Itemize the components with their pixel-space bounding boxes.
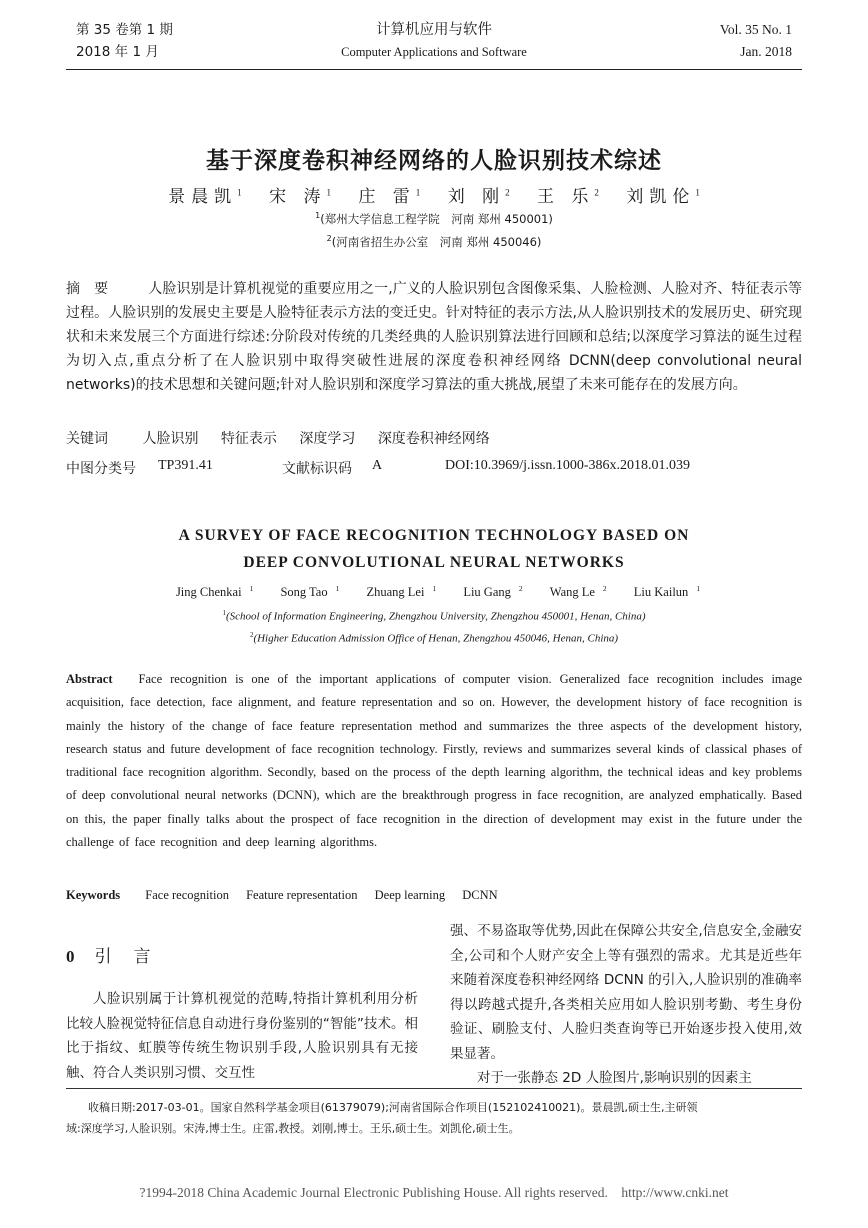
author-en: Jing Chenkai $^1$	[175, 584, 254, 600]
keywords-en-label: Keywords	[66, 888, 121, 902]
affiliation-en-1: $^1$(School of Information Engineering, Zhengzhou University, Zhengzhou 450001, Henan, China)	[222, 609, 646, 623]
author-list-en	[0, 584, 868, 600]
paper-title-en	[0, 522, 868, 576]
clc-value: TP391.41	[158, 458, 213, 473]
abstract-en	[66, 668, 802, 854]
abstract-cn-text: 人脸识别是计算机视觉的重要应用之一,广义的人脸识别包含图像采集、人脸检测、人脸对齐、特征表示等过程。人脸识别的发展史主要是人脸特征表示方法的变迁史。针对特征的表示方法,从人脸识别技术的发展历史、研究现状和未来发展三个方面进行综述:分阶段对传统的几类经典的人脸识别算法进行回顾和总结;以深度学习算法的诞生过程为切入点,重点分析了在人脸识别中取得突破性进展的深度卷积神经网络 DCNN(deep convolutional neural networks)的技术思想和关键问题;针对人脸识别和深度学习算法的重大挑战,展望了未来可能存在的发展方向。	[66, 281, 802, 393]
header-date: 2018 年 1 月	[76, 44, 159, 60]
section-number: 0	[66, 947, 75, 966]
keyword-en: Deep learning	[374, 888, 446, 902]
author-list	[0, 182, 868, 207]
keywords-cn-label: 关键词	[66, 431, 108, 447]
author-en: Liu Gang $^2$	[463, 584, 523, 600]
author-en: Liu Kailun $^1$	[633, 584, 701, 600]
author-en: Zhuang Lei $^1$	[366, 584, 437, 600]
keyword: 深度卷积神经网络	[377, 431, 490, 447]
author-en: Wang Le $^2$	[549, 584, 607, 600]
keyword-en: DCNN	[462, 888, 498, 902]
footnote	[66, 1097, 802, 1139]
author: 景晨凯$^1$	[168, 187, 242, 207]
section-title: 引言	[94, 947, 173, 967]
header-date-en: Jan. 2018	[740, 44, 792, 59]
paper-title: 基于深度卷积神经网络的人脸识别技术综述	[206, 148, 662, 174]
body-paragraph: 强、不易盗取等优势,因此在保障公共安全,信息安全,金融安全,公司和个人财产安全上等有强烈的需求。尤其是近些年来随着深度卷积神经网络 DCNN 的引入,人脸识别的准确率得以跨越式提升,各类相关应用如人脸识别考勤、考生身份验证、刷脸支付、人脸归类查询等已开始逐步投入使用,效果显著。	[450, 923, 802, 1062]
keywords-cn	[66, 428, 508, 448]
section-heading	[66, 942, 173, 967]
clc-label: 中图分类号	[66, 461, 136, 477]
author-en: Song Tao $^1$	[280, 584, 340, 600]
body-right-column	[450, 919, 802, 1091]
paper-title-en-line1: A SURVEY OF FACE RECOGNITION TECHNOLOGY BASED ON	[178, 527, 690, 544]
keyword: 人脸识别	[142, 431, 199, 447]
header-vol-en: Vol. 35 No. 1	[719, 22, 792, 37]
doc-code-value: A	[372, 458, 383, 473]
abstract-cn	[66, 277, 802, 397]
author: 刘凯伦$^1$	[626, 187, 700, 207]
header-volume: 第 35 卷第 1 期	[76, 22, 173, 38]
affiliation-en-2: $^2$(Higher Education Admission Office of Henan, Zhengzhou 450046, Henan, China)	[249, 631, 619, 645]
footnote-line-2: 域:深度学习,人脸识别。宋涛,博士生。庄雷,教授。刘刚,博士。王乐,硕士生。刘凯伦,硕士生。	[66, 1122, 520, 1135]
keyword-en: Face recognition	[145, 888, 229, 902]
body-paragraph: 对于一张静态 2D 人脸图片,影响识别的因素主	[477, 1070, 752, 1086]
paper-title-en-line2: DEEP CONVOLUTIONAL NEURAL NETWORKS	[243, 554, 625, 571]
header-rule	[66, 69, 802, 70]
keyword-en: Feature representation	[246, 888, 358, 902]
author: 刘 刚$^2$	[447, 187, 510, 207]
header-journal-cn: 计算机应用与软件	[376, 22, 492, 38]
affiliation-1: $^1$(郑州大学信息工程学院 河南 郑州 450001)	[315, 211, 553, 226]
copyright-notice: ?1994-2018 China Academic Journal Electronic Publishing House. All rights reserved. http://www.cnki.net	[139, 1185, 729, 1200]
abstract-en-text: Face recognition is one of the important applications of computer vision. Generalized face recognition includes image acquisition, face detection, face alignment, and feature representation and so on. However, the development history of face recognition is mainly the history of the change of face feature representation method and summarizes the three aspects of the development history, research status and future development of face recognition technology. Firstly, reviews and summarizes several kinds of classical phases of traditional face recognition algorithm. Secondly, based on the process of the depth learning algorithm, the technical ideas and key problems of deep convolutional neural networks (DCNN), which are the breakthrough progress in face recognition, are analyzed emphatically. Based on this, the paper finally talks about the prospect of face recognition in the direction of development may exist in the future under the challenge of face recognition and deep learning algorithms.	[66, 672, 802, 850]
author: 王 乐$^2$	[537, 187, 599, 207]
keyword: 特征表示	[220, 431, 277, 447]
body-left-column	[66, 987, 418, 1085]
footnote-rule	[66, 1088, 802, 1089]
author: 宋 涛$^1$	[269, 187, 331, 207]
abstract-cn-label: 摘要	[66, 281, 123, 297]
keyword: 深度学习	[299, 431, 356, 447]
keywords-en	[66, 888, 512, 903]
body-paragraph: 人脸识别属于计算机视觉的范畴,特指计算机利用分析比较人脸视觉特征信息自动进行身份鉴别的“智能”技术。相比于指纹、虹膜等传统生物识别手段,人脸识别具有无接触、符合人类识别习惯、交互性	[66, 991, 418, 1081]
affiliation-2: $^2$(河南省招生办公室 河南 郑州 450046)	[326, 234, 542, 249]
author: 庄 雷$^1$	[358, 187, 421, 207]
header-journal-en: Computer Applications and Software	[341, 45, 527, 59]
abstract-en-label: Abstract	[66, 672, 113, 686]
doi: DOI:10.3969/j.issn.1000-386x.2018.01.039	[445, 458, 690, 473]
footnote-line-1: 收稿日期:2017-03-01。国家自然科学基金项目(61379079);河南省国际合作项目(152102410021)。景晨凯,硕士生,主研领	[88, 1101, 698, 1114]
doc-code-label: 文献标识码	[282, 461, 352, 477]
